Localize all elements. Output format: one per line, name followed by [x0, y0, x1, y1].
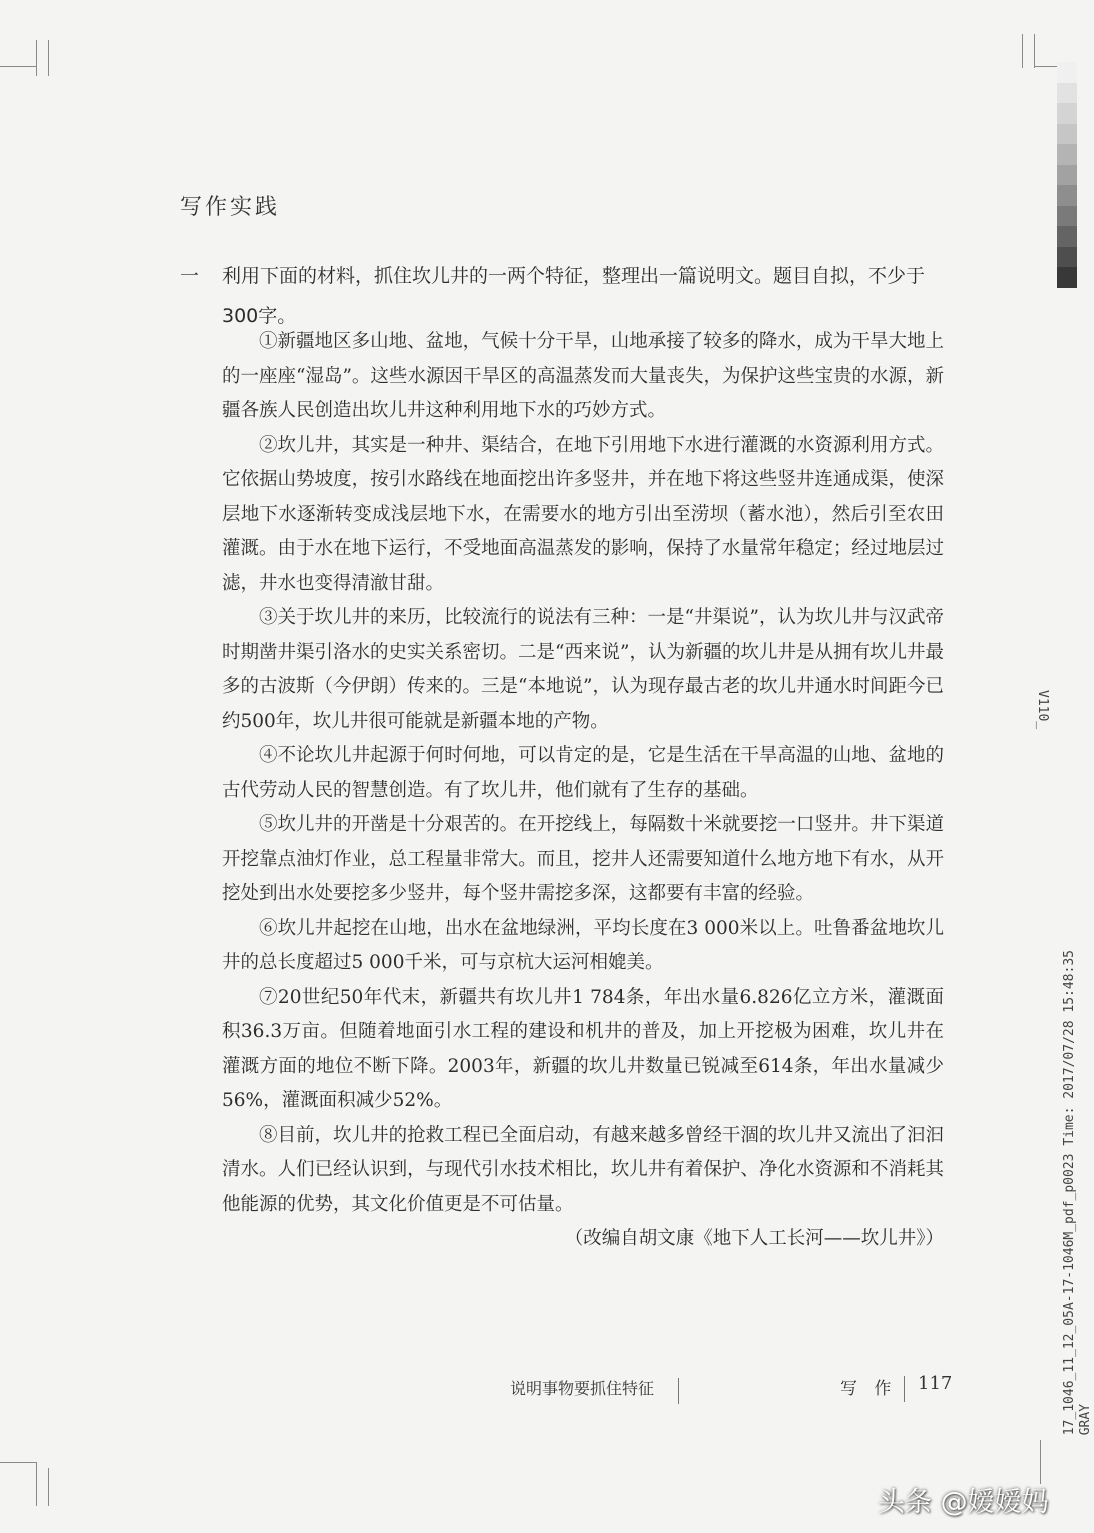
crop-mark-top-right-v1	[1022, 34, 1023, 68]
gray-swatch-5	[1057, 144, 1077, 165]
source-citation: （改编自胡文康《地下人工长河——坎儿井》）	[564, 1228, 944, 1249]
gray-swatch-4	[1057, 124, 1077, 145]
material-paragraph-3: ③关于坎儿井的来历，比较流行的说法有三种：一是“井渠说”，认为坎儿井与汉武帝时期凿井渠引洛水的史实关系密切。二是“西来说”，认为新疆的坎儿井是从拥有坎儿井最多的古波斯（今伊朗）传来的。三是“本地说”，认为现存最古老的坎儿井通水时间距今已约500年，坎儿井很可能就是新疆本地的产物。	[222, 607, 944, 732]
page-number: 117	[918, 1373, 953, 1394]
margin-file-info	[1062, 950, 1094, 1435]
crop-mark-top-right-v2	[1034, 34, 1035, 68]
section-title: 写作实践	[180, 195, 281, 220]
margin-file-info-line1: 17_1046_11_12_05A-17-1046M_pdf_p0023 Time: 2017/07/28 15:48:35	[1062, 950, 1077, 1436]
margin-file-info-line2: GRAY	[1078, 1403, 1093, 1436]
gray-swatch-11	[1057, 267, 1077, 288]
gray-scale-strip	[1057, 62, 1077, 288]
gray-swatch-2	[1057, 83, 1077, 104]
task-instruction	[180, 256, 950, 336]
footer-chapter: 说明事物要抓住特征	[510, 1379, 655, 1398]
footer-separator-2	[904, 1376, 905, 1402]
material-paragraph-8: ⑧目前，坎儿井的抢救工程已全面启动，有越来越多曾经干涸的坎儿井又流出了汩汩清水。人们已经认识到，与现代引水技术相比，坎儿井有着保护、净化水资源和不消耗其他能源的优势，其文化价值更是不可估量。	[222, 1124, 944, 1215]
material-paragraph-4: ④不论坎儿井起源于何时何地，可以肯定的是，它是生活在干旱高温的山地、盆地的古代劳动人民的智慧创造。有了坎儿井，他们就有了生存的基础。	[222, 745, 944, 801]
crop-mark-bottom-right-v	[1040, 1440, 1041, 1484]
crop-mark-top-right-h	[1034, 66, 1058, 67]
crop-mark-top-left-h	[0, 66, 36, 67]
material-paragraph-2: ②坎儿井，其实是一种井、渠结合，在地下引用地下水进行灌溉的水资源利用方式。它依据山势坡度，按引水路线在地面挖出许多竖井，并在地下将这些竖井连通成渠，使深层地下水逐渐转变成浅层地下水，在需要水的地方引出至涝坝（蓄水池），然后引至农田灌溉。由于水在地下运行，不受地面高温蒸发的影响，保持了水量常年稳定；经过地层过滤，井水也变得清澈甘甜。	[222, 434, 944, 594]
crop-mark-bottom-left-v2	[48, 1468, 49, 1506]
crop-mark-top-left-v2	[48, 40, 49, 76]
materials-block	[222, 325, 944, 1257]
footer-section: 写 作	[840, 1379, 898, 1399]
task-marker: 一	[180, 265, 200, 287]
crop-mark-bottom-left-h	[0, 1462, 36, 1463]
material-paragraph-5: ⑤坎儿井的开凿是十分艰苦的。在开挖线上，每隔数十米就要挖一口竖井。井下渠道开挖靠点油灯作业，总工程量非常大。而且，挖井人还需要知道什么地方地下有水，从开挖处到出水处要挖多少竖井，每个竖井需挖多深，这都要有丰富的经验。	[222, 814, 944, 904]
material-paragraph-7: ⑦20世纪50年代末，新疆共有坎儿井1 784条，年出水量6.826亿立方米，灌溉面积36.3万亩。但随着地面引水工程的建设和机井的普及，加上开挖极为困难，坎儿井在灌溉方面的地位不断下降。2003年，新疆的坎儿井数量已锐减至614条，年出水量减少56%，灌溉面积减少52%。	[222, 986, 944, 1111]
gray-swatch-9	[1057, 226, 1077, 247]
footer-separator-1	[678, 1378, 679, 1404]
gray-swatch-8	[1057, 206, 1077, 227]
gray-swatch-1	[1057, 62, 1077, 83]
watermark-text: 头条 @嫒嫒妈	[878, 1487, 1049, 1518]
material-paragraph-1: ①新疆地区多山地、盆地，气候十分干旱，山地承接了较多的降水，成为干旱大地上的一座座“湿岛”。这些水源因干旱区的高温蒸发而大量丧失，为保护这些宝贵的水源，新疆各族人民创造出坎儿井这种利用地下水的巧妙方式。	[222, 331, 944, 421]
gray-swatch-7	[1057, 185, 1077, 206]
material-paragraph-6: ⑥坎儿井起挖在山地，出水在盆地绿洲，平均长度在3 000米以上。吐鲁番盆地坎儿井的总长度超过5 000千米，可与京杭大运河相媲美。	[222, 917, 944, 973]
crop-mark-top-left-v1	[36, 40, 37, 76]
gray-swatch-10	[1057, 247, 1077, 268]
gray-swatch-3	[1057, 103, 1077, 124]
crop-mark-bottom-left-v1	[36, 1462, 37, 1506]
task-text: 利用下面的材料，抓住坎儿井的一两个特征，整理出一篇说明文。题目自拟，不少于300字。	[222, 265, 926, 327]
gray-swatch-6	[1057, 165, 1077, 186]
margin-version-code: V110_	[1035, 690, 1050, 730]
